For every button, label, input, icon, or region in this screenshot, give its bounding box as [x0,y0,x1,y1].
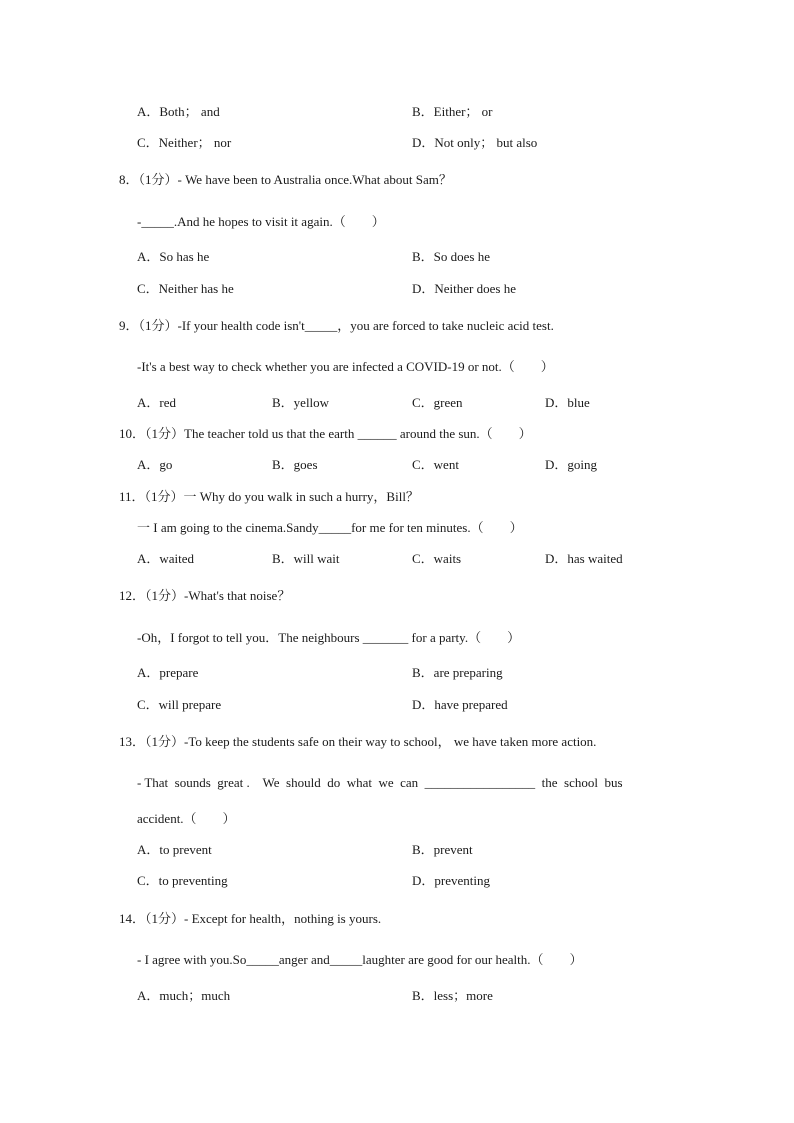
q13-option-a: A．to prevent [137,842,212,857]
q11-option-c: C．waits [412,551,462,566]
q11-reply: 一 I am going to the cinema.Sandy_____for me for ten minutes.（ ） [137,520,523,535]
q14-option-b: B．less；more [412,988,493,1003]
q14-reply: - I agree with you.So_____anger and_____laughter are good for our health.（ ） [137,952,583,967]
q12-option-a: A．prepare [137,665,199,680]
q13-reply-line1: - That sounds great . We should do what we can _________________ the school bus [137,775,623,790]
q11-option-d: D．has waited [545,551,623,566]
q9-stem: 9．（1分）-If your health code isn't_____，you are forced to take nucleic acid test. [119,318,554,333]
q10-stem: 10．（1分）The teacher told us that the earth ______ around the sun.（ ） [119,426,532,441]
q8-option-c: C．Neither has he [137,281,234,296]
q12-stem: 12．（1分）-What's that noise？ [119,588,291,603]
q12-reply: -Oh，I forgot to tell you．The neighbours _______ for a party.（ ） [137,630,521,645]
q8-option-b: B．So does he [412,249,491,264]
q8-option-a: A．So has he [137,249,210,264]
q13-stem: 13．（1分）-To keep the students safe on their way to school， we have taken more action. [119,734,597,749]
q14-stem: 14．（1分）- Except for health，nothing is yours. [119,911,382,926]
q7-option-c: C．Neither； nor [137,135,232,150]
q7-option-b: B．Either； or [412,104,493,119]
q8-option-d: D．Neither does he [412,281,516,296]
q9-option-b: B．yellow [272,395,330,410]
q7-option-a: A．Both； and [137,104,220,119]
q11-option-a: A．waited [137,551,195,566]
q10-option-c: C．went [412,457,459,472]
q10-option-d: D．going [545,457,598,472]
q7-option-d: D．Not only； but also [412,135,538,150]
q8-reply: -_____.And he hopes to visit it again.（ ） [137,214,385,229]
q10-option-b: B．goes [272,457,318,472]
q12-option-b: B．are preparing [412,665,503,680]
q13-option-d: D．preventing [412,873,490,888]
q9-option-d: D．blue [545,395,590,410]
q13-option-c: C．to preventing [137,873,228,888]
q12-option-c: C．will prepare [137,697,222,712]
q9-option-c: C．green [412,395,463,410]
q14-option-a: A．much；much [137,988,231,1003]
q9-option-a: A．red [137,395,176,410]
q8-stem: 8．（1分）- We have been to Australia once.What about Sam？ [119,172,452,187]
q9-reply: -It's a best way to check whether you are infected a COVID-19 or not.（ ） [137,359,554,374]
q10-option-a: A．go [137,457,173,472]
q13-option-b: B．prevent [412,842,473,857]
q12-option-d: D．have prepared [412,697,508,712]
q11-option-b: B．will wait [272,551,340,566]
q13-reply-line2: accident.（ ） [137,811,236,826]
q11-stem: 11．（1分）一 Why do you walk in such a hurry，Bill？ [119,489,419,504]
